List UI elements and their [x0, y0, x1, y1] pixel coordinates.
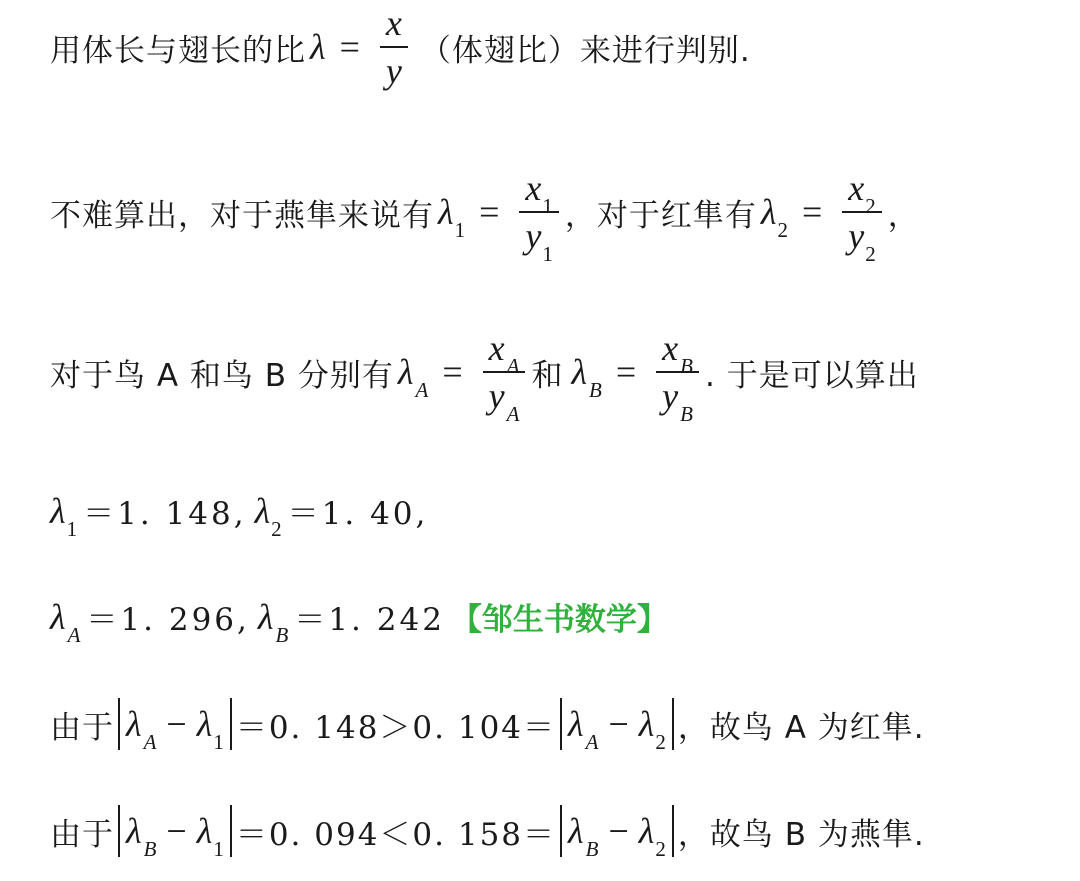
absolute-value-a-minus-2 — [560, 698, 674, 754]
comparison-line-b — [50, 805, 925, 861]
subscript: 2 — [777, 218, 788, 242]
fraction-numerator — [656, 325, 699, 378]
subscript: A — [415, 378, 429, 402]
fraction-numerator — [483, 325, 526, 378]
subscript: 1 — [454, 218, 466, 242]
subscript: B — [585, 837, 599, 861]
subscript: 2 — [865, 194, 876, 218]
lambda-a-symbol — [568, 703, 599, 754]
line2-prefix: 不难算出，对于燕隼来说有 — [50, 197, 434, 234]
lambda-1-value: ＝1. 148, — [83, 496, 247, 532]
lambda-glyph: λ — [50, 490, 66, 531]
numerator-var: x — [488, 328, 505, 368]
line7-values: ＝0. 094＜0. 158＝ — [235, 816, 557, 853]
lambda-glyph: λ — [397, 352, 414, 392]
denominator-var: y — [525, 216, 542, 256]
lambda-2-symbol — [638, 703, 666, 754]
subscript: B — [680, 402, 693, 426]
result-line-2 — [50, 594, 668, 647]
equals-sign: = — [339, 27, 360, 67]
lambda-glyph: λ — [571, 352, 588, 392]
subscript: B — [589, 378, 602, 402]
subscript: A — [585, 730, 599, 754]
denominator-var: y — [662, 376, 679, 416]
line6-prefix: 由于 — [50, 709, 114, 746]
lambda-b-symbol — [571, 351, 602, 402]
subscript: A — [143, 730, 157, 754]
denominator-var: y — [848, 216, 865, 256]
lambda-2-symbol — [760, 191, 788, 242]
lambda-a-symbol — [126, 703, 157, 754]
line3-mid: 和 — [531, 357, 564, 394]
subscript: A — [506, 354, 520, 378]
subscript: B — [680, 354, 693, 378]
absolute-value-b-minus-1 — [118, 805, 232, 861]
subscript: B — [275, 622, 289, 647]
minus-sign: − — [166, 811, 187, 851]
lambda-a-symbol — [50, 596, 81, 647]
line1-suffix: （体翅比）来进行判别. — [419, 32, 751, 69]
equals-sign: = — [801, 192, 823, 232]
formula-line-3 — [50, 325, 919, 426]
fraction-x1-over-y1 — [519, 165, 558, 266]
comparison-line-a — [50, 698, 925, 754]
subscript: 1 — [542, 242, 553, 266]
lambda-glyph: λ — [50, 596, 66, 637]
line7-prefix: 由于 — [50, 816, 114, 853]
lambda-1-symbol — [196, 810, 224, 861]
absolute-value-a-minus-1 — [118, 698, 232, 754]
result-line-1 — [50, 488, 429, 541]
lambda-symbol: λ — [310, 27, 326, 67]
line1-prefix: 用体长与翅长的比 — [50, 32, 306, 69]
watermark-label: 【邹生书数学】 — [450, 602, 668, 638]
lambda-a-symbol — [397, 351, 429, 402]
fraction-numerator: x — [385, 3, 402, 43]
lambda-glyph: λ — [568, 704, 584, 744]
lambda-a-value: ＝1. 296, — [86, 602, 250, 638]
line2-mid: ，对于红隼有 — [564, 197, 757, 234]
subscript: A — [506, 402, 520, 426]
lambda-glyph: λ — [257, 596, 274, 637]
lambda-1-symbol — [438, 191, 466, 242]
lambda-1-symbol — [50, 490, 78, 541]
fraction-xa-over-ya — [483, 325, 526, 426]
lambda-b-value: ＝1. 242 — [294, 602, 445, 638]
lambda-glyph: λ — [568, 811, 584, 851]
line3-suffix: . 于是可以算出 — [704, 357, 919, 394]
line6-suffix: ，故鸟 A 为红隼. — [677, 709, 925, 746]
fraction-numerator — [519, 165, 558, 218]
lambda-glyph: λ — [196, 704, 213, 744]
equals-sign: = — [442, 352, 463, 392]
absolute-value-b-minus-2 — [560, 805, 674, 861]
lambda-glyph: λ — [638, 704, 655, 744]
lambda-b-symbol — [126, 810, 157, 861]
numerator-var: x — [848, 168, 865, 208]
line2-end: ， — [887, 197, 920, 234]
lambda-glyph: λ — [126, 704, 142, 744]
line3-prefix: 对于鸟 A 和鸟 B 分别有 — [50, 357, 394, 394]
subscript: 1 — [542, 194, 553, 218]
lambda-b-symbol — [568, 810, 599, 861]
formula-line-1 — [50, 0, 751, 94]
denominator-var: y — [488, 376, 505, 416]
minus-sign: − — [166, 704, 187, 744]
fraction-x2-over-y2 — [842, 165, 881, 266]
lambda-glyph: λ — [126, 811, 142, 851]
subscript: 1 — [213, 837, 224, 861]
lambda-b-symbol — [257, 596, 289, 647]
equals-sign: = — [479, 192, 500, 232]
numerator-var: x — [525, 168, 542, 208]
subscript: 2 — [865, 242, 876, 266]
equals-sign: = — [615, 352, 637, 392]
lambda-1-symbol — [196, 703, 224, 754]
subscript: 2 — [655, 730, 666, 754]
fraction-xb-over-yb — [656, 325, 699, 426]
fraction-denominator — [483, 373, 526, 426]
subscript: B — [143, 837, 157, 861]
fraction-denominator — [519, 213, 558, 266]
lambda-2-symbol — [254, 490, 282, 541]
fraction-denominator — [842, 213, 881, 266]
formula-line-2 — [50, 165, 920, 266]
lambda-2-symbol — [638, 810, 666, 861]
subscript: 2 — [271, 516, 282, 541]
fraction-numerator — [842, 165, 881, 218]
lambda-glyph: λ — [196, 811, 213, 851]
subscript: 2 — [655, 837, 666, 861]
lambda-glyph: λ — [760, 192, 777, 232]
lambda-glyph: λ — [254, 490, 271, 531]
fraction-denominator — [656, 373, 699, 426]
line7-suffix: ，故鸟 B 为燕隼. — [677, 816, 925, 853]
lambda-2-value: ＝1. 40, — [287, 496, 429, 532]
lambda-glyph: λ — [438, 192, 454, 232]
subscript: 1 — [213, 730, 224, 754]
line6-values: ＝0. 148＞0. 104＝ — [235, 709, 557, 746]
fraction-denominator: y — [385, 51, 402, 91]
subscript: 1 — [66, 516, 78, 541]
fraction-x-over-y — [380, 0, 408, 94]
subscript: A — [67, 622, 81, 647]
minus-sign: − — [608, 704, 629, 744]
minus-sign: − — [608, 811, 629, 851]
numerator-var: x — [662, 328, 679, 368]
lambda-glyph: λ — [638, 811, 655, 851]
